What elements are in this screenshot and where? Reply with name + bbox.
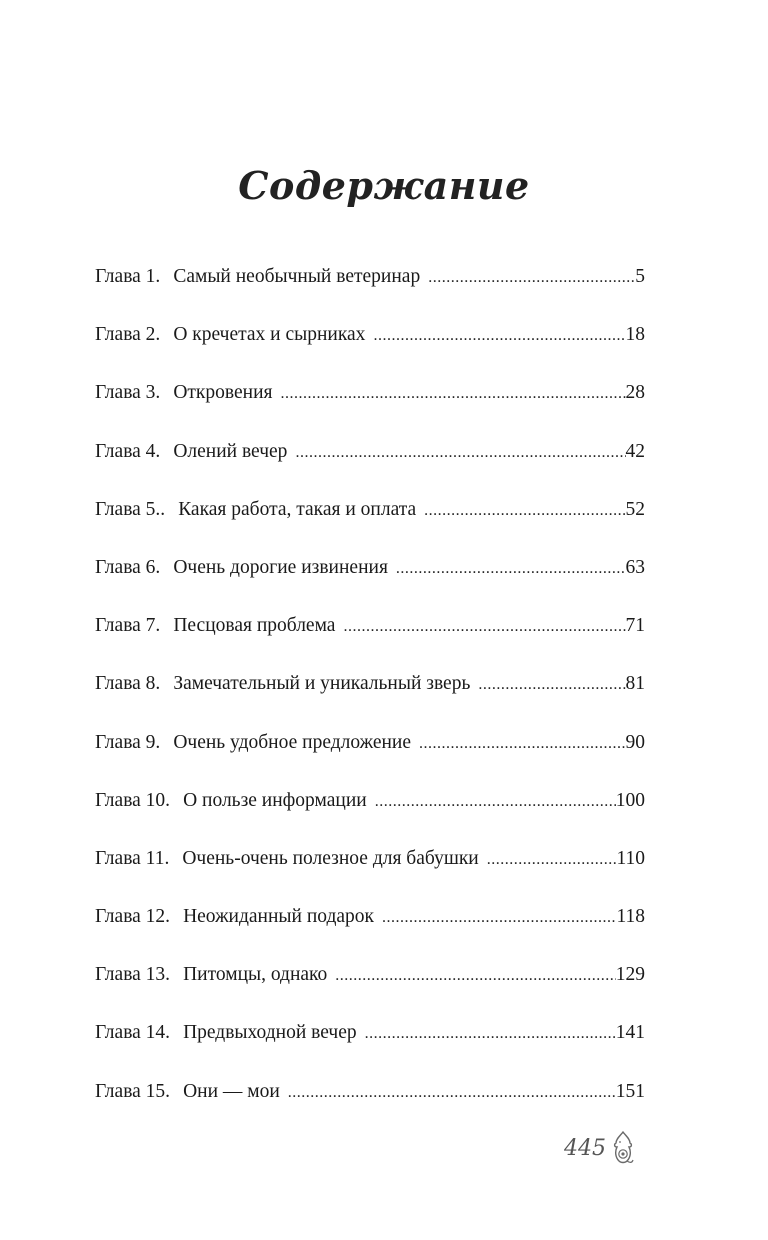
- toc-page-number: 42: [625, 440, 645, 462]
- toc-entry: [95, 441, 645, 499]
- toc-chapter-title: Какая работа, такая и оплата: [178, 498, 417, 520]
- toc-page-number: 118: [616, 906, 645, 928]
- page-number: 445: [564, 1135, 606, 1161]
- mouse-ornament-icon: [612, 1130, 634, 1166]
- toc-page-number: 129: [615, 964, 645, 986]
- toc-chapter-number: Глава 7.: [95, 615, 161, 637]
- page-folio: [564, 1130, 634, 1166]
- toc-entry: [95, 848, 645, 906]
- toc-chapter-number: Глава 3.: [95, 382, 161, 404]
- toc-page-number: 90: [625, 731, 645, 753]
- toc-dot-leader: [343, 618, 625, 636]
- toc-chapter-title: Очень удобное предложение: [173, 731, 412, 753]
- toc-entry: [95, 1022, 645, 1080]
- toc-dot-leader: [396, 560, 626, 578]
- toc-dot-leader: [428, 269, 635, 287]
- toc-dot-leader: [419, 735, 625, 753]
- toc-page-number: 151: [615, 1080, 645, 1102]
- toc-chapter-number: Глава 8.: [95, 673, 161, 695]
- toc-entry: [95, 324, 645, 382]
- toc-page-number: 28: [625, 382, 645, 404]
- toc-entry: [95, 557, 645, 615]
- toc-chapter-number: Глава 2.: [95, 324, 161, 346]
- toc-chapter-number: Глава 4.: [95, 440, 161, 462]
- toc-chapter-number: Глава 10.: [95, 789, 171, 811]
- toc-chapter-number: Глава 15.: [95, 1080, 171, 1102]
- toc-page-number: 18: [625, 324, 645, 346]
- toc-chapter-number: Глава 12.: [95, 906, 171, 928]
- toc-entry: [95, 382, 645, 440]
- toc-dot-leader: [335, 967, 615, 985]
- toc-chapter-title: Очень-очень полезное для бабушки: [182, 847, 479, 869]
- toc-chapter-title: Они — мои: [183, 1080, 280, 1102]
- toc-chapter-number: Глава 1.: [95, 266, 161, 287]
- toc-dot-leader: [375, 793, 616, 811]
- toc-dot-leader: [478, 676, 625, 694]
- page-title: Содержание: [238, 163, 530, 209]
- toc-chapter-title: Предвыходной вечер: [183, 1022, 357, 1044]
- toc-chapter-number: Глава 9.: [95, 731, 161, 753]
- toc-chapter-title: О кречетах и сырниках: [173, 324, 366, 346]
- toc-dot-leader: [288, 1084, 616, 1102]
- toc-entry: [95, 499, 645, 557]
- toc-chapter-title: Питомцы, однако: [183, 964, 328, 986]
- toc-entry: [95, 266, 645, 324]
- toc-chapter-title: Песцовая проблема: [173, 615, 336, 637]
- toc-chapter-title: Откровения: [173, 382, 273, 404]
- toc-entry: [95, 673, 645, 731]
- toc-chapter-number: Глава 11.: [95, 847, 170, 869]
- toc-chapter-title: Олений вечер: [173, 440, 288, 462]
- toc-chapter-number: Глава 5..: [95, 498, 166, 520]
- toc-page-number: 52: [625, 498, 645, 520]
- toc-entry: [95, 964, 645, 1022]
- toc-dot-leader: [280, 385, 625, 403]
- toc-chapter-title: Очень дорогие извинения: [173, 556, 388, 578]
- toc-dot-leader: [487, 851, 617, 869]
- table-of-contents: [95, 266, 645, 1139]
- toc-page-number: 81: [625, 673, 645, 695]
- toc-dot-leader: [382, 909, 616, 927]
- toc-chapter-title: Самый необычный ветеринар: [173, 266, 421, 287]
- toc-page-number: 71: [625, 615, 645, 637]
- toc-chapter-title: Неожиданный подарок: [183, 906, 375, 928]
- toc-chapter-number: Глава 14.: [95, 1022, 171, 1044]
- toc-chapter-number: Глава 6.: [95, 556, 161, 578]
- toc-entry: [95, 615, 645, 673]
- toc-page-number: 141: [615, 1022, 645, 1044]
- toc-chapter-title: О пользе информации: [183, 789, 367, 811]
- toc-entry: [95, 732, 645, 790]
- toc-dot-leader: [424, 502, 625, 520]
- toc-entry: [95, 790, 645, 848]
- toc-chapter-title: Замечательный и уникальный зверь: [173, 673, 471, 695]
- toc-chapter-number: Глава 13.: [95, 964, 171, 986]
- toc-entry: [95, 1081, 645, 1139]
- toc-page-number: 100: [615, 789, 645, 811]
- toc-entry: [95, 906, 645, 964]
- toc-page-number: 110: [616, 847, 645, 869]
- toc-page-number: 63: [625, 556, 645, 578]
- toc-dot-leader: [373, 327, 625, 345]
- toc-dot-leader: [295, 444, 625, 462]
- toc-page-number: 5: [635, 266, 645, 287]
- toc-dot-leader: [365, 1025, 616, 1043]
